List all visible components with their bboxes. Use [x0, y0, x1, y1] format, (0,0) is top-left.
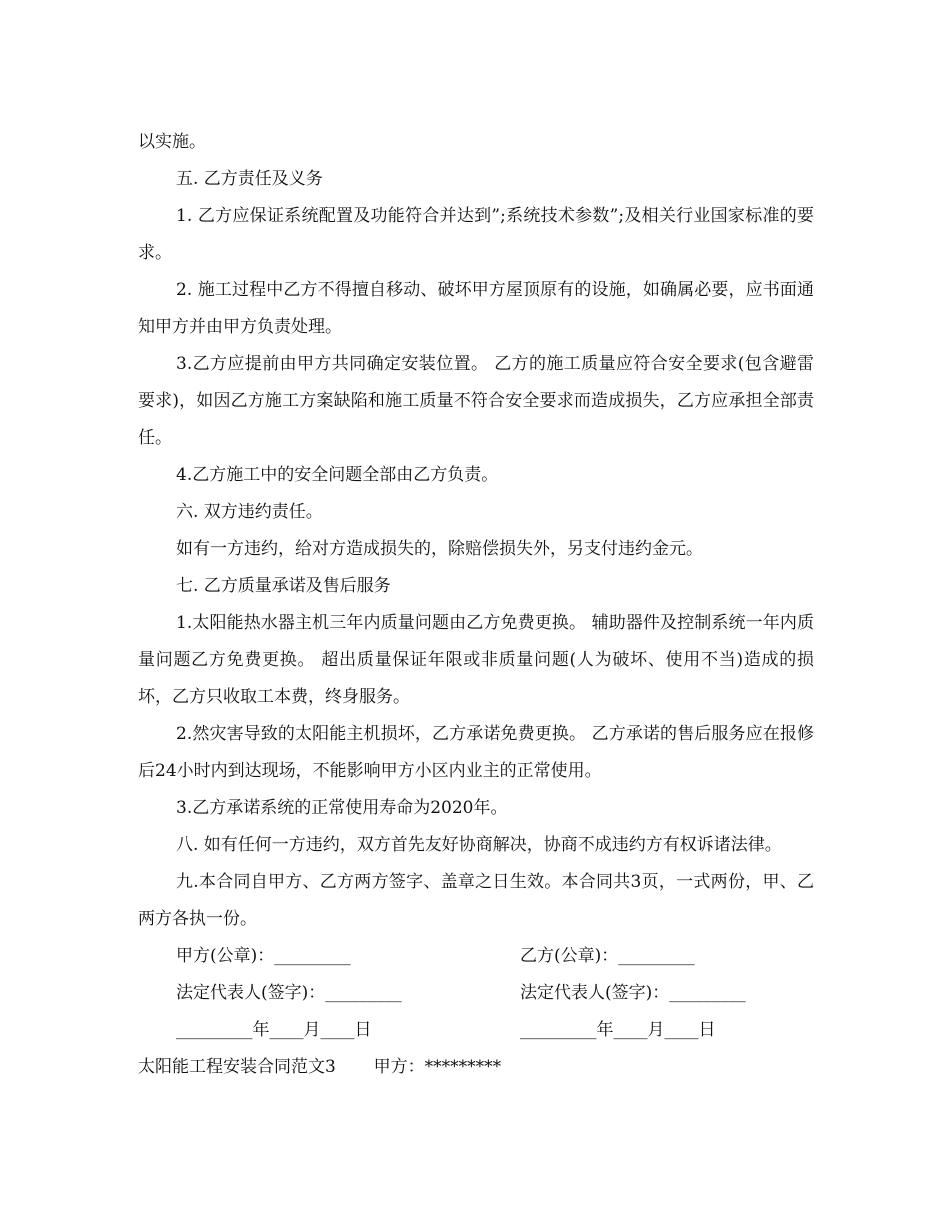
party-a-date-line: _________年____月____日	[176, 1020, 372, 1040]
signature-seal-row	[138, 938, 814, 975]
party-b-date-line: _________年____月____日	[520, 1020, 716, 1040]
clause-5-4: 4.乙方施工中的安全问题全部由乙方负责。	[176, 465, 499, 485]
section-9-text: 九.本合同自甲方、乙方两方签字、盖章之日生效。本合同共3页，一式两份，甲、乙两方各执一份。	[138, 872, 814, 929]
clause-5-1: 1. 乙方应保证系统配置及功能符合并达到”;系统技术参数”;及相关行业国家标准的要求。	[138, 206, 814, 263]
clause-7-1: 1.太阳能热水器主机三年内质量问题由乙方免费更换。 辅助器件及控制系统一年内质量问题乙方免费更换。 超出质量保证年限或非质量问题(人为破坏、使用不当)造成的损坏，乙方只收取工本费，终身服务。	[138, 613, 814, 707]
next-document-title: 太阳能工程安装合同范文3	[138, 1057, 336, 1077]
party-a-label: 甲方：*********	[373, 1057, 502, 1077]
clause-7-3: 3.乙方承诺系统的正常使用寿命为2020年。	[176, 798, 508, 818]
signature-date-row	[138, 1012, 814, 1049]
clause-7-2: 2.然灾害导致的太阳能主机损坏，乙方承诺免费更换。 乙方承诺的售后服务应在报修后24小时内到达现场，不能影响甲方小区内业主的正常使用。	[138, 724, 814, 781]
section-5-heading: 五. 乙方责任及义务	[176, 169, 323, 189]
signature-rep-row	[138, 975, 814, 1012]
party-a-rep-line: 法定代表人(签字)：_________	[176, 983, 402, 1003]
party-b-rep-line: 法定代表人(签字)：_________	[520, 983, 746, 1003]
party-b-seal-line: 乙方(公章)：_________	[520, 946, 695, 966]
section-8-text: 八. 如有任何一方违约，双方首先友好协商解决，协商不成违约方有权诉诸法律。	[176, 835, 782, 855]
contract-body	[138, 124, 814, 1086]
clause-6-text: 如有一方违约，给对方造成损失的，除赔偿损失外，另支付违约金元。	[176, 539, 703, 559]
next-document-line	[138, 1049, 814, 1086]
section-7-heading: 七. 乙方质量承诺及售后服务	[176, 576, 391, 596]
section-6-heading: 六. 双方违约责任。	[176, 502, 323, 522]
clause-5-2: 2. 施工过程中乙方不得擅自移动、破坏甲方屋顶原有的设施，如确属必要，应书面通知甲方并由甲方负责处理。	[138, 280, 814, 337]
party-a-seal-line: 甲方(公章)：_________	[176, 946, 351, 966]
clause-5-3: 3.乙方应提前由甲方共同确定安装位置。 乙方的施工质量应符合安全要求(包含避雷要求)，如因乙方施工方案缺陷和施工质量不符合安全要求而造成损失，乙方应承担全部责任。	[138, 354, 814, 448]
paragraph-0: 以实施。	[138, 132, 206, 152]
